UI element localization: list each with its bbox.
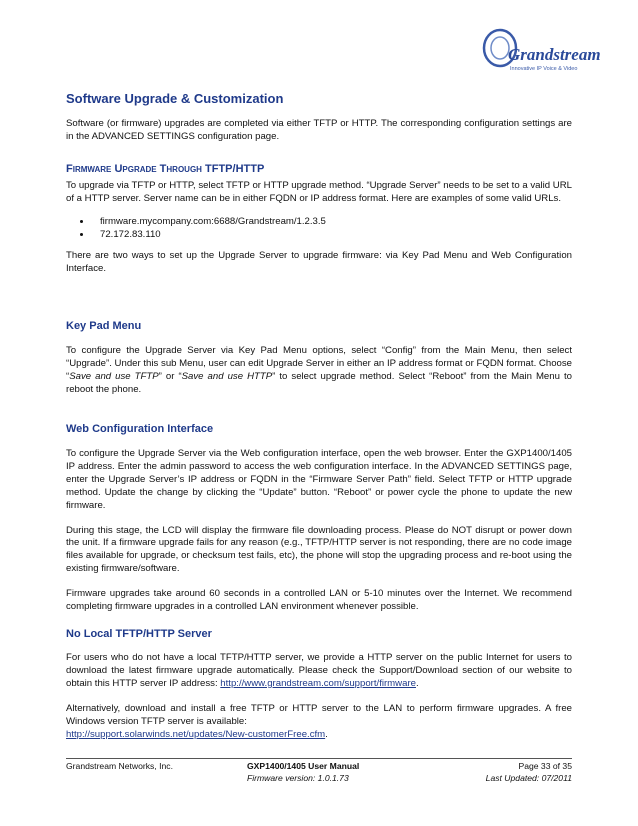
text-run-italic: Save and use TFTP <box>69 370 159 382</box>
footer-firmware-version: Firmware version: 1.0.1.73 <box>247 773 349 783</box>
section-keypad <box>66 320 572 397</box>
nolocal-paragraph-2 <box>66 703 572 742</box>
web-paragraph-3: Firmware upgrades take around 60 seconds in a controlled LAN or 5-10 minutes over the Internet. We recommend completing firmware upgrades in a controlled LAN environment whenever possible. <box>66 588 572 613</box>
nolocal-paragraph-1 <box>66 652 572 691</box>
firmware-link[interactable]: http://www.grandstream.com/support/firmware <box>220 677 416 689</box>
page-title: Software Upgrade & Customization <box>66 91 284 106</box>
list-item: • firmware.mycompany.com:6688/Grandstream/1.2.3.5 <box>92 215 572 228</box>
section-nolocal-heading: No Local TFTP/HTTP Server <box>66 628 212 640</box>
heading-small-caps: Firmware Upgrade Through <box>66 163 202 175</box>
text-run: . <box>415 677 419 689</box>
intro-paragraph: Software (or firmware) upgrades are completed via either TFTP or HTTP. The corresponding configuration settings are in the ADVANCED SETTINGS configuration page. <box>66 118 572 142</box>
text-run-italic: Save and use HTTP <box>181 370 273 382</box>
grandstream-logo <box>452 22 601 82</box>
text-run: ” or “ <box>158 370 182 382</box>
section-keypad-heading: Key Pad Menu <box>66 320 142 332</box>
tftp-server-link[interactable]: http://support.solarwinds.net/updates/New-customerFree.cfm <box>66 728 326 740</box>
logo-tagline: Innovative IP Voice & Video <box>510 66 578 72</box>
text-run: ” to select upgrade method. Select “Reboot” from the Main Menu to reboot the phone. <box>66 370 572 395</box>
section-web <box>66 423 572 614</box>
tftp-paragraph-1: To upgrade via TFTP or HTTP, select TFTP or HTTP upgrade method. “Upgrade Server” needs to be set to a valid URL of a HTTP server. Server name can be in either FQDN or IP address format. Here are examples of some valid URLs. <box>66 180 572 204</box>
tftp-paragraph-2: There are two ways to set up the Upgrade Server to upgrade firmware: via Key Pad Menu and Web Configuration Interface. <box>66 249 572 274</box>
footer-page-number: Page 33 of 35 <box>518 761 572 771</box>
section-tftp <box>66 163 572 276</box>
footer-company: Grandstream Networks, Inc. <box>66 761 173 771</box>
footer-last-updated: Last Updated: 07/2011 <box>485 773 572 783</box>
footer-divider <box>66 758 572 759</box>
keypad-paragraph <box>66 345 572 397</box>
footer-manual-info <box>247 760 359 784</box>
text-run: . <box>325 728 328 740</box>
logo-wordmark: Grandstream <box>508 45 601 64</box>
logo-graphic <box>452 22 601 82</box>
intro-block <box>66 118 572 144</box>
section-web-heading: Web Configuration Interface <box>66 423 214 435</box>
text-run: For users who do not have a local TFTP/HTTP server, we provide a HTTP server on the public Internet for users to download the latest firmware upgrade automatically. Please check the Support/Download section of our website to obtain this HTTP server IP address: <box>66 652 572 689</box>
text-run: Alternatively, download and install a free TFTP or HTTP server to the LAN to perform firmware upgrades. A free Windows version TFTP server is available: <box>66 702 572 727</box>
web-paragraph-2: During this stage, the LCD will display the firmware file downloading process. Please do NOT disrupt or power down the unit. If a firmware upgrade fails for any reason (e.g., TFTP/HTTP server is not responding, there are no code image files available for upgrade, or checksum test fails, etc), the phone will stop the upgrading process and re-boot using the existing firmware/software. <box>66 524 572 575</box>
text-run: To configure the Upgrade Server via Key Pad Menu options, select “Config” from the Main Menu, then select “Upgrade”. Under this sub Menu, user can edit Upgrade Server in either an IP address format or FQDN format. Choose “ <box>66 345 572 382</box>
list-item: • 72.172.83.110 <box>92 228 572 241</box>
footer-manual-title: GXP1400/1405 User Manual <box>247 761 360 771</box>
section-nolocal <box>66 628 572 741</box>
footer-page-info <box>450 760 572 784</box>
url-examples-list <box>66 215 572 241</box>
section-tftp-heading <box>66 163 572 175</box>
heading-tail: TFTP/HTTP <box>205 163 265 175</box>
web-paragraph-1: To configure the Upgrade Server via the Web configuration interface, open the web browser. Enter the GXP1400/1405 IP address. Enter the admin password to access the web configuration interface. In the ADVANCED SETTINGS page, enter the Upgrade Server’s IP address or FQDN in the “Firmware Server Path” field. Select TFTP or HTTP upgrade method. Update the change by clicking the “Update” button. “Reboot” or power cycle the phone to update the new firmware. <box>66 448 572 511</box>
